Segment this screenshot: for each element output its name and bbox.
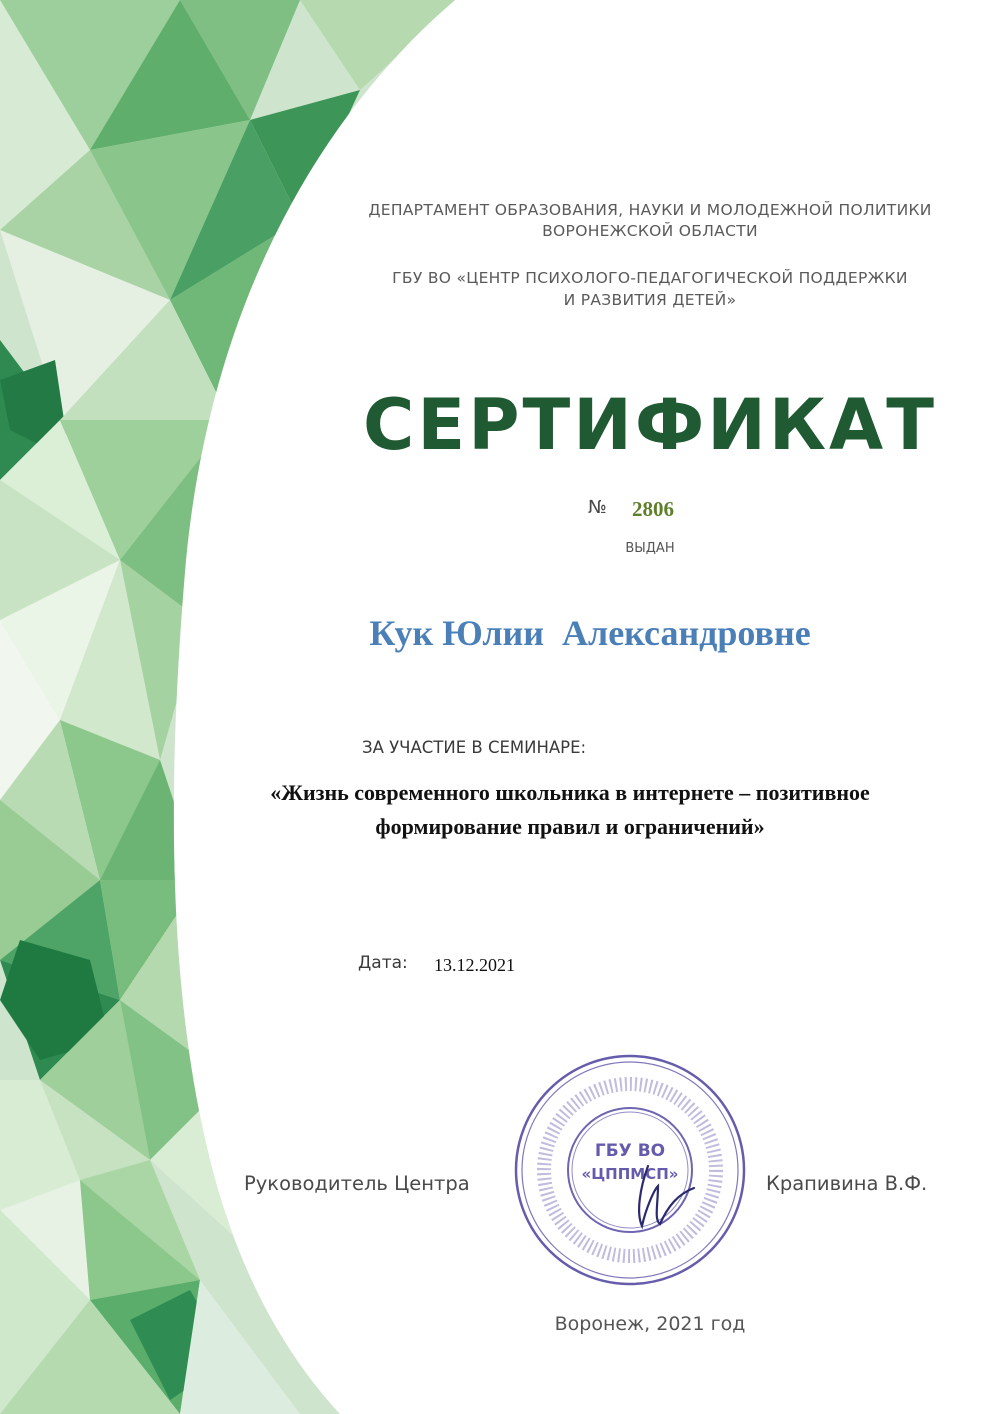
certificate-title: СЕРТИФИКАТ	[363, 384, 937, 466]
stamp-text-line2: «ЦППМСП»	[581, 1165, 679, 1183]
date-label: Дата:	[358, 953, 408, 973]
issued-label: ВЫДАН	[625, 541, 675, 556]
official-stamp	[508, 1048, 752, 1292]
signatory-position: Руководитель Центра	[244, 1172, 470, 1195]
recipient-name: Кук Юлии Александровне	[369, 613, 811, 653]
certificate-number: 2806	[632, 497, 674, 521]
organization-name-line2: И РАЗВИТИЯ ДЕТЕЙ»	[563, 291, 737, 309]
seminar-title	[200, 776, 940, 844]
signatory-name: Крапивина В.Ф.	[766, 1172, 928, 1195]
participation-label: ЗА УЧАСТИЕ В СЕМИНАРЕ:	[362, 738, 587, 757]
stamp-text-line1: ГБУ ВО	[594, 1141, 666, 1161]
date-value: 13.12.2021	[434, 955, 515, 975]
department-name-line1: ДЕПАРТАМЕНТ ОБРАЗОВАНИЯ, НАУКИ И МОЛОДЕЖНОЙ ПОЛИТИКИ	[368, 201, 932, 219]
department-name-line2: ВОРОНЕЖСКОЙ ОБЛАСТИ	[542, 222, 758, 240]
seminar-title-line2: формирование правил и ограничений»	[375, 814, 765, 839]
organization-name-line1: ГБУ ВО «ЦЕНТР ПСИХОЛОГО-ПЕДАГОГИЧЕСКОЙ ПОДДЕРЖКИ	[392, 269, 908, 287]
city-year: Воронеж, 2021 год	[554, 1313, 746, 1335]
seminar-title-line1: «Жизнь современного школьника в интернете – позитивное	[270, 780, 870, 805]
number-label: №	[588, 497, 607, 518]
